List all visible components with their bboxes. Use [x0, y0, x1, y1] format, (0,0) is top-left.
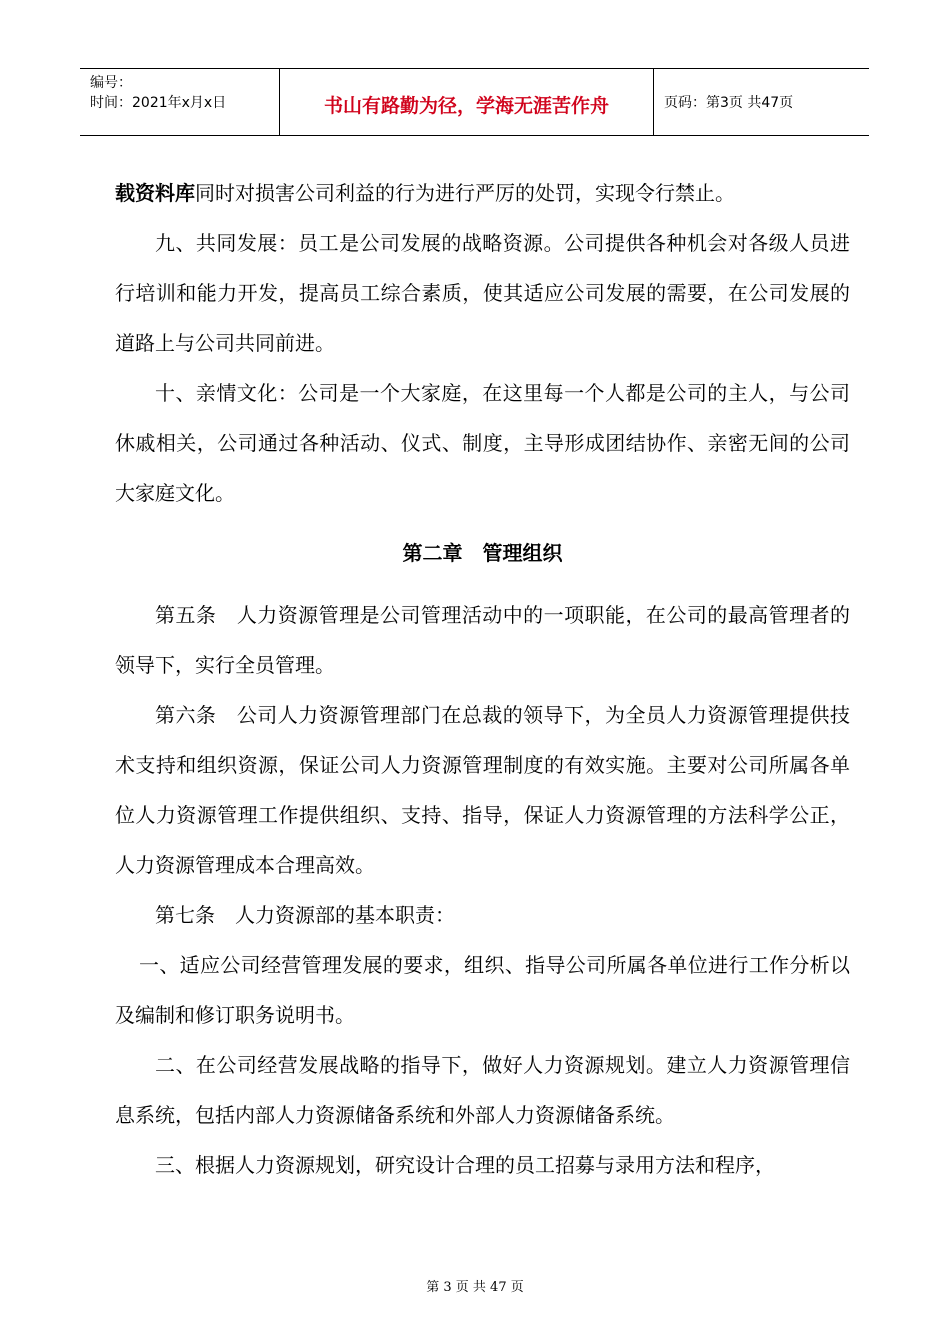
header-page-info: 页码：第3页 共47页 [664, 95, 794, 111]
header-time-label: 时间：2021年x月x日 [90, 95, 227, 111]
paragraph-3: 十、亲情文化：公司是一个大家庭，在这里每一个人都是公司的主人，与公司休戚相关，公司通过各种活动、仪式、制度，主导形成团结协作、亲密无间的公司大家庭文化。 [115, 381, 850, 505]
header-number-label: 编号： [90, 75, 132, 91]
article-6: 第六条 公司人力资源管理部门在总裁的领导下，为全员人力资源管理提供技术支持和组织资源，保证公司人力资源管理制度的有效实施。主要对公司所属各单位人力资源管理工作提供组织、支持、指导，保证人力资源管理的方法科学公正，人力资源管理成本合理高效。 [115, 703, 850, 877]
article-7: 第七条 人力资源部的基本职责： [155, 903, 455, 927]
header-motto: 书山有路勤为径，学海无涯苦作舟 [280, 69, 654, 135]
duty-item-3: 三、根据人力资源规划，研究设计合理的员工招募与录用方法和程序， [155, 1153, 775, 1177]
page-header [80, 68, 869, 136]
header-meta [80, 69, 280, 135]
paragraph-2: 九、共同发展：员工是公司发展的战略资源。公司提供各种机会对各级人员进行培训和能力开发，提高员工综合素质，使其适应公司发展的需要，在公司发展的道路上与公司共同前进。 [115, 231, 850, 355]
paragraph-1-lead: 载资料库 [115, 181, 195, 205]
page-footer: 第 3 页 共 47 页 [426, 1280, 524, 1295]
paragraph-1-text: 同时对损害公司利益的行为进行严厉的处罚，实现令行禁止。 [195, 181, 735, 205]
document-body [115, 168, 850, 1190]
duty-item-2: 二、在公司经营发展战略的指导下，做好人力资源规划。建立人力资源管理信息系统，包括内部人力资源储备系统和外部人力资源储备系统。 [115, 1053, 850, 1127]
duty-item-1: 一、适应公司经营管理发展的要求，组织、指导公司所属各单位进行工作分析以及编制和修订职务说明书。 [115, 953, 850, 1027]
article-5: 第五条 人力资源管理是公司管理活动中的一项职能，在公司的最高管理者的领导下，实行全员管理。 [115, 603, 850, 677]
paragraph-1 [115, 168, 850, 218]
chapter-title: 第二章 管理组织 [402, 541, 563, 565]
